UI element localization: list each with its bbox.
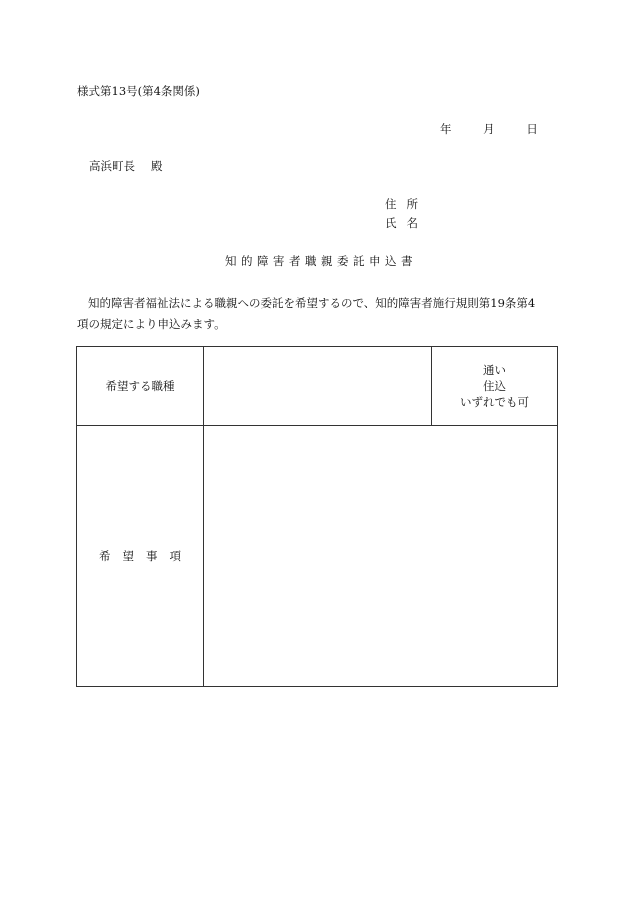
- table-row-job: [77, 347, 558, 426]
- wishes-label-cell: [77, 426, 204, 687]
- wishes-label: 希望事項: [99, 549, 193, 563]
- request-table: [76, 346, 558, 687]
- form-number: 様式第13号(第4条関係): [77, 84, 200, 98]
- table-row-wishes: [77, 426, 558, 687]
- body-text-line-1: 知的障害者福祉法による職親への委託を希望するので、知的障害者施行規則第19条第4: [88, 296, 536, 310]
- job-value-cell[interactable]: [204, 347, 432, 426]
- addressee-name: 高浜町長: [89, 159, 135, 173]
- applicant-address-label: 住所: [385, 197, 428, 211]
- addressee-honorific: 殿: [151, 159, 163, 173]
- date-line: [440, 124, 538, 136]
- commute-note-option-1: 通い: [483, 363, 506, 377]
- commute-note-option-3: いずれでも可: [460, 395, 529, 409]
- job-label: 希望する職種: [105, 379, 175, 393]
- date-month-label: 月: [483, 122, 495, 136]
- commute-note-option-2: 住込: [483, 379, 506, 393]
- date-year-label: 年: [440, 122, 452, 136]
- body-text-line-2: 項の規定により申込みます。: [77, 317, 226, 331]
- form-title: 知的障害者職親委託申込書: [225, 254, 417, 268]
- body-text: [77, 293, 557, 335]
- job-label-cell: [77, 347, 204, 426]
- wishes-value-cell[interactable]: [204, 426, 558, 687]
- commute-note-cell: [432, 347, 558, 426]
- applicant-name-label: 氏名: [385, 216, 428, 230]
- addressee: [89, 161, 163, 173]
- date-day-label: 日: [526, 122, 538, 136]
